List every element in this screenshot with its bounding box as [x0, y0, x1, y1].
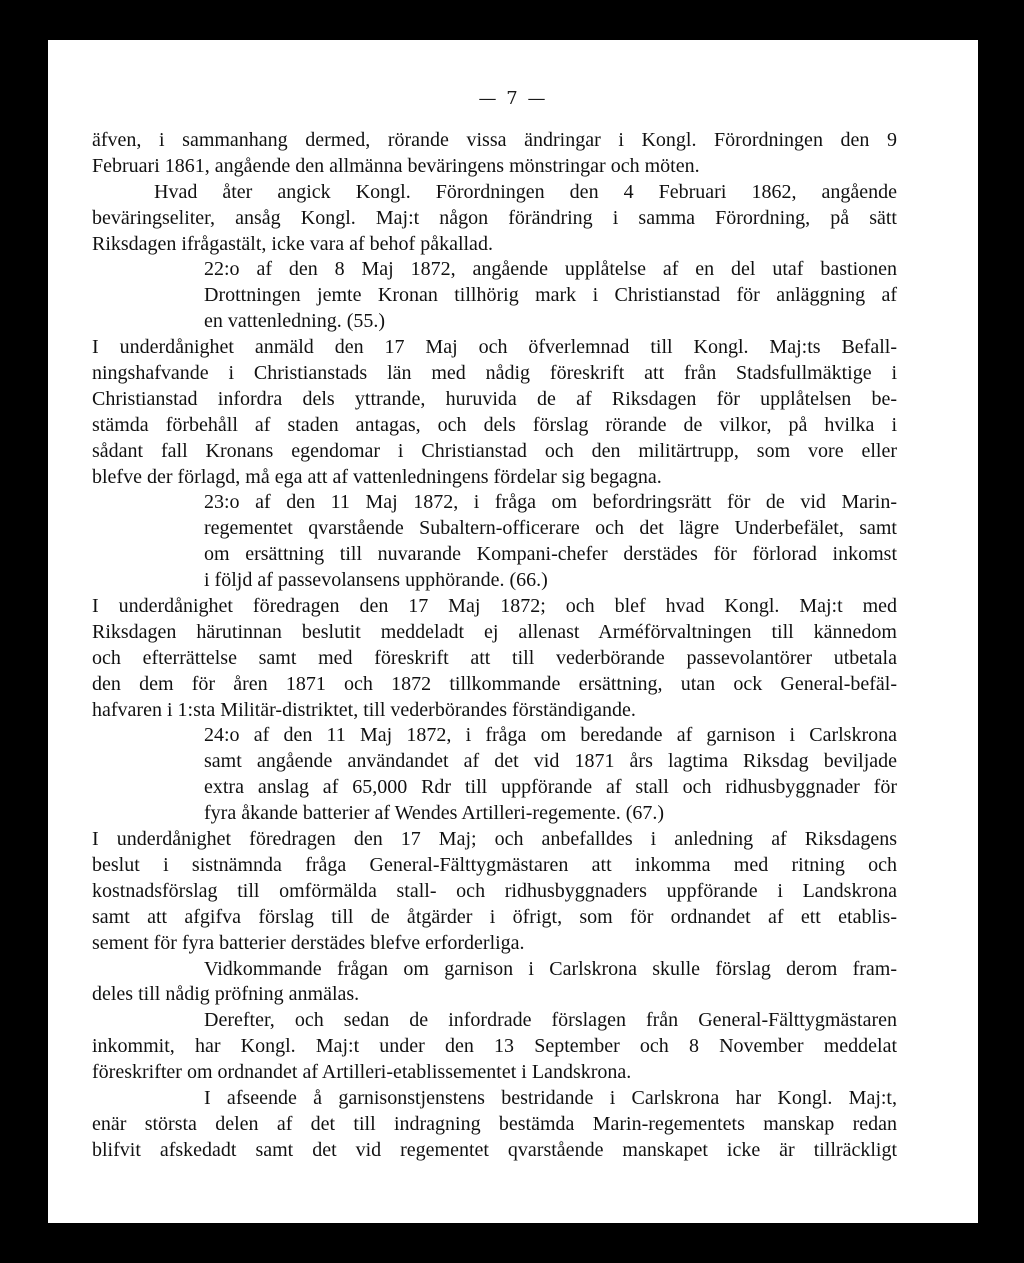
text-line: I underdånighet anmäld den 17 Maj och öfverlemnad till Kongl. Maj:ts Befall- — [92, 336, 897, 359]
text-line: ningshafvande i Christianstads län med nådig föreskrift att från Stadsfullmäktige i — [92, 362, 897, 385]
body-text — [92, 128, 897, 1164]
text-line: extra anslag af 65,000 Rdr till uppförande af stall och ridhusbyggnader för — [204, 776, 897, 799]
text-line: 23:o af den 11 Maj 1872, i fråga om befordringsrätt för de vid Marin- — [204, 491, 897, 514]
text-line: Riksdagen härutinnan beslutit meddeladt ej allenast Arméförvaltningen till kännedom — [92, 620, 897, 643]
text-line: sådant fall Kronans egendomar i Christianstad och den militärtrupp, som vore eller — [92, 439, 897, 462]
text-line: I afseende å garnisonstjenstens bestridande i Carlskrona har Kongl. Maj:t, — [204, 1086, 897, 1109]
text-line: om ersättning till nuvarande Kompani-chefer derstädes för förlorad inkomst — [204, 543, 897, 566]
text-line: samt att afgifva förslag till de åtgärder i öfrigt, som för ordnandet af ett etablis- — [92, 905, 897, 928]
text-line: beväringseliter, ansåg Kongl. Maj:t någon förändring i samma Förordning, på sätt — [92, 206, 897, 229]
text-line: Christianstad infordra dels yttrande, huruvida de af Riksdagen för upplåtelsen be- — [92, 387, 897, 410]
text-line: I underdånighet föredragen den 17 Maj 1872; och blef hvad Kongl. Maj:t med — [92, 595, 897, 618]
text-line: Riksdagen ifrågastält, icke vara af behof påkallad. — [92, 232, 493, 255]
text-line: Februari 1861, angående den allmänna beväringens mönstringar och möten. — [92, 154, 700, 177]
page-number: — 7 — — [478, 88, 548, 109]
text-line: 24:o af den 11 Maj 1872, i fråga om beredande af garnison i Carlskrona — [204, 724, 897, 747]
text-line: deles till nådig pröfning anmälas. — [92, 983, 360, 1006]
text-line: en vattenledning. (55.) — [204, 310, 386, 333]
text-line: blefve der förlagd, må ega att af vattenledningens fördelar sig begagna. — [92, 465, 662, 488]
text-line: Vidkommande frågan om garnison i Carlskrona skulle förslag derom fram- — [204, 957, 897, 980]
text-line: äfven, i sammanhang dermed, rörande vissa ändringar i Kongl. Förordningen den 9 — [92, 129, 897, 151]
text-line: föreskrifter om ordnandet af Artilleri-etablissementet i Landskrona. — [92, 1061, 632, 1084]
text-line: kostnadsförslag till omförmälda stall- och ridhusbyggnaders uppförande i Landskrona — [92, 879, 897, 902]
document-page — [48, 40, 978, 1223]
text-line: sement för fyra batterier derstädes blefve erforderliga. — [92, 931, 525, 954]
text-line: Derefter, och sedan de infordrade förslagen från General-Fälttygmästaren — [204, 1009, 897, 1032]
text-line: inkommit, har Kongl. Maj:t under den 13 September och 8 November meddelat — [92, 1035, 897, 1058]
text-line: beslut i sistnämnda fråga General-Fälttygmästaren att inkomma med ritning och — [92, 853, 897, 876]
text-line: 22:o af den 8 Maj 1872, angående upplåtelse af en del utaf bastionen — [204, 258, 897, 281]
text-line: fyra åkande batterier af Wendes Artilleri-regemente. (67.) — [204, 802, 665, 825]
text-line: blifvit afskedadt samt det vid regementet qvarstående manskapet icke är tillräckligt — [92, 1138, 897, 1161]
text-line: den dem för åren 1871 och 1872 tillkommande ersättning, utan ock General-befäl- — [92, 672, 897, 695]
text-line: och efterrättelse samt med föreskrift att till vederbörande passevolantörer utbetala — [92, 646, 897, 669]
text-line: Hvad åter angick Kongl. Förordningen den 4 Februari 1862, angående — [154, 180, 897, 203]
text-line: Drottningen jemte Kronan tillhörig mark i Christianstad för anläggning af — [204, 284, 897, 307]
text-line: i följd af passevolansens upphörande. (66.) — [204, 569, 548, 592]
text-line: hafvaren i 1:sta Militär-distriktet, till vederbörandes förständigande. — [92, 698, 636, 721]
text-line: I underdånighet föredragen den 17 Maj; och anbefalldes i anledning af Riksdagens — [92, 828, 897, 851]
text-line: enär största delen af det till indragning bestämda Marin-regementets manskap redan — [92, 1112, 897, 1135]
text-line: stämda förbehåll af staden antagas, och dels förslag rörande de vilkor, på hvilka i — [92, 413, 897, 436]
text-line: regementet qvarstående Subaltern-officerare och det lägre Underbefälet, samt — [204, 517, 897, 540]
text-line: samt angående användandet af det vid 1871 års lagtima Riksdag beviljade — [204, 750, 897, 773]
